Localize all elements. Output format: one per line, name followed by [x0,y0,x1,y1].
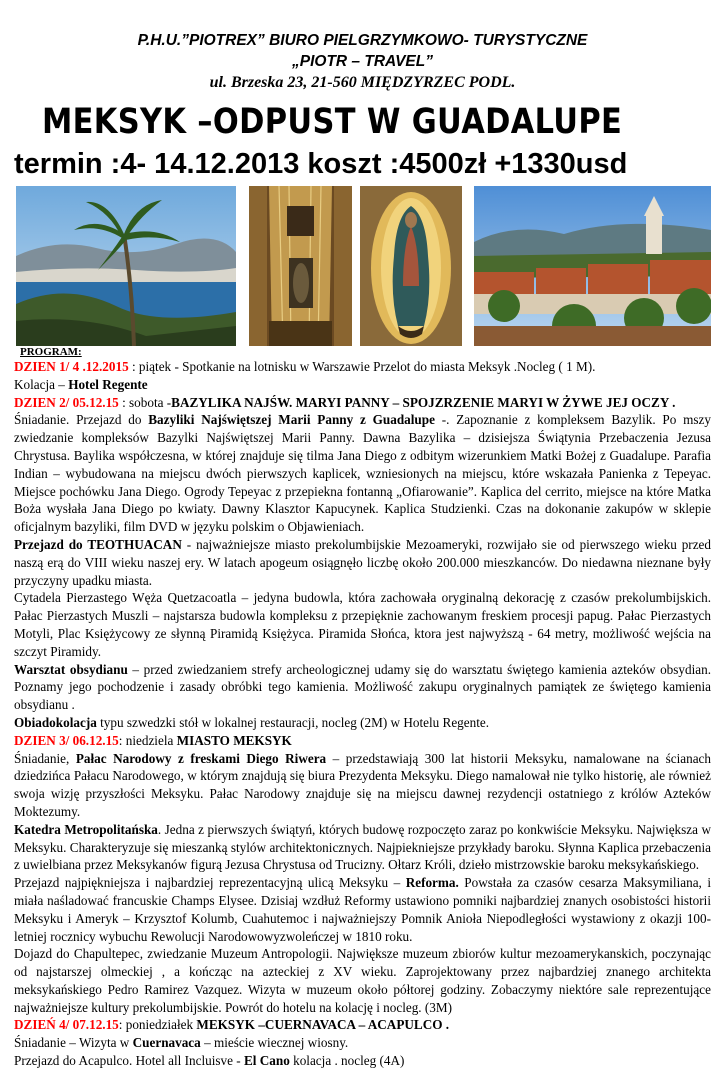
day3-p3-a: Przejazd najpiękniejsza i najbardziej reprezentacyjną ulicą Meksyku – [14,875,406,891]
day2-label: DZIEN 2/ 05.12.15 [14,394,119,410]
day3-line [14,732,711,750]
agency-name: P.H.U.”PIOTREX” BIURO PIELGRZYMKOWO- TURYSTYCZNE [137,32,588,49]
day4-cuernavaca-paragraph [14,1034,711,1052]
colonial-town-photo [474,186,711,346]
day4-p2-b: El Cano [243,1053,290,1069]
day2-line [14,394,711,412]
day1-text: : piątek - Spotkanie na lotnisku w Warszawie Przelot do miasta Meksyk .Nocleg ( 1 M). [128,359,596,374]
day4-label: DZIEŃ 4/ 07.12.15 [14,1017,119,1033]
day3-label: DZIEN 3/ 06.12.15 [14,732,119,748]
day2-basilica-paragraph [14,411,711,536]
day3-heading: MIASTO MEKSYK [176,732,292,748]
day1-line [14,358,711,376]
program-label: PROGRAM: [20,346,82,358]
day2-dinner-paragraph [14,714,711,732]
day3-p1-c: – przedstawiają 300 lat historii Meksyku, namalowane na ścianach dziedzińca Pałacu Narodowego, w którym znajdują się biura Prezydenta Meksyku. Diego namalował nie tylko historię, ale również swoja wizję przyszłości Meksyku. Pałac Narodowy znajduje się na miejscu dawnej rezydencji ostatniego z królów Azteków Moktezumy. [14,750,712,819]
day4-p2-c: kolacja . nocleg (4A) [289,1053,405,1069]
dates-and-price: termin :4- 14.12.2013 koszt :4500zł +1330usd [14,148,628,180]
agency-brand: „PIOTR – TRAVEL” [292,53,433,70]
day4-p2-a: Przejazd do Acapulco. Hotel all Incluisve - [14,1053,244,1069]
day3-p2-a: Katedra Metropolitańska [14,821,158,837]
day3-palace-paragraph [14,750,711,821]
day3-p1-a: Śniadanie, [14,750,76,766]
page-title: MEKSYK –ODPUST W GUADALUPE [42,102,623,142]
day2-p4-a: Warsztat obsydianu [14,661,128,677]
day3-reforma-paragraph [14,874,711,945]
day3-p1-b: Pałac Narodowy z freskami Diego Riwera [75,750,327,766]
guadalupe-image-photo [360,186,462,346]
day2-p2-a: Przejazd do TEOTHUACAN [14,536,182,552]
basilica-interior-photo [249,186,352,346]
day2-p5-a: Obiadokolacja [14,714,97,730]
day3-p2-b: . Jedna z pierwszych świątyń, których budowę rozpoczęto zaraz po konkwiście Meksyku. Największa w Meksyku. Charakteryzuje się mieszanką stylów architektonicznych. Najpiekniejsze przykłady baroku. Słynna Kaplica przebaczenia z uwielbiana przez Meksykanów figurą Jezusa Chrystusa od Trucizny. Ołtarz Króli, dzieło mistrzowskie baroku meksykańskiego. [14,821,711,873]
day4-p1-c: – mieście wiecznej wiosny. [200,1035,349,1051]
day4-p1-a: Śniadanie – Wizyta w [14,1035,133,1051]
day2-p4-b: – przed zwiedzaniem strefy archeologicznej udamy się do warsztatu świętego kamienia azteków obsydian. Poznamy jego pochodzenie i zasady obróbki tego kamienia. Możliwość zakupu oryginalnych pamiątek ze świętego kamienia obsydianu . [14,661,711,713]
day2-day: : sobota - [118,394,172,410]
day4-acapulco-paragraph [14,1052,711,1070]
day2-p1-b: Bazyliki Najświętszej Marii Panny z Guadalupe [148,412,435,428]
day3-cathedral-paragraph [14,821,711,874]
day2-teotihuacan-paragraph [14,536,711,589]
day1-hotel-prefix: Kolacja – [14,376,69,392]
program-body [14,346,711,1070]
day2-obsidian-paragraph [14,661,711,714]
day2-p2-b: - najważniejsze miasto prekolumbijskie Mezoameryki, rozwijało sie od pierwszego wieku przed naszą erą do VIII wieku naszej ery. W latach apogeum osiągnęło liczbę około 200.000 mieszkanców. Do niedawna nieznane były przyczyny upadku miasta. [14,536,712,588]
day3-museum-paragraph: Dojazd do Chapultepec, zwiedzanie Muzeum Antropologii. Największe muzeum zbiorów kultur mezoamerykanskich, poczynając od najstarszej olmeckiej , a kończąc na azteckiej z XV wieku. Zaprojektowany przez najbardziej znanego architekta meksykańskiego Pedro Ramirez Vazquez. Wizyta w muzeum około półtorej godziny. Zobaczymy niektóre sale reprezentujące najważniejsze kultury prekolumbijskie. Powrót do hotelu na kolację i nocleg. (3M) [14,946,711,1015]
day2-p1-c: -. Zapoznanie z kompleksem Bazylik. Po mszy zwiedzanie kompleksów Bazylki Najświętszej Marii Panny. Dawna Bazylika – dzisiejsza Świątynia Przebaczenia Jezusa Chrystusa. Baylika współczesna, w której znajduje się tilma Jana Diego z odbitym wizerunkiem Matki Bożej z Guadalupe. Parafia Indian – wybudowana na miejscu dwóch pierwszych kaplicek, wzniesionych na miejscu, które wskazała Panienka z Tepeyac. Miejsce pochówku Jana Diego. Ogrody Tepeyac z przepiekna fontanną „Ofiarowanie”. Kaplica del cerrito, miejsce na które Matka Boża wysłała Jana Diego po kwiaty. Dawny Klasztor Kapucynek. Kaplica Studzienki. Czas na dokonanie zakupów w sklepie oficjalnym bazyliki, film DVD w języku polskim o Objawieniach. [14,412,711,535]
day4-day: : poniedziałek [118,1017,197,1033]
day4-line [14,1016,711,1034]
day3-p3-c: Powstała za czasów cesarza Maksymiliana, i miała naśladować francuskie Champs Elysee. Dzisiaj wzdłuż Reformy ustawiono pomniki najbardziej znanych osobistości historii Meksyku i Ameryk – Krzysztof Kolumb, Cuahutemoc i najważniejszy Pomnik Anioła Niepodległości wystawiony z okazji 100- letniej rocznicy wybuchu Rewolucji Narodowowyzwoleńczej w 1810 roku. [14,875,711,944]
day2-heading: BAZYLIKA NAJŚW. MARYI PANNY – SPOJZRZENIE MARYI W ŻYWE JEJ OCZY . [171,394,676,410]
day4-heading: MEKSYK –CUERNAVACA – ACAPULCO . [196,1017,450,1033]
day2-citadel-paragraph: Cytadela Pierzastego Węża Quetzacoatla – jedyna budowla, która zachowała oryginalną dekorację z czasów prekolumbijskich. Pałac Pierzastych Muszli – najstarsza budowla kompleksu z przepięknie zachowanym freskiem procesji papug. Pałac Pierzastych Motyli, Plac Księżycowy ze słynną Piramidą Księżyca. Piramida Słońca, ktora jest najwyższą - 64 metry, możliwość wejścia na szczyt Piramidy. [14,590,711,659]
day1-hotel: Hotel Regente [68,376,148,392]
day2-p1-a: Śniadanie. Przejazd do [14,412,149,428]
agency-address: ul. Brzeska 23, 21-560 MIĘDZYRZEC PODL. [209,74,516,91]
day2-p5-b: typu szwedzki stół w lokalnej restauracji, nocleg (2M) w Hotelu Regente. [96,714,490,730]
day1-hotel-line [14,376,711,394]
day1-label: DZIEN 1/ 4 .12.2015 [14,359,129,374]
day3-p3-b: Reforma. [405,875,459,891]
day4-p1-b: Cuernavaca [132,1035,201,1051]
day3-day: : niedziela [118,732,177,748]
acapulco-bay-photo [16,186,236,346]
